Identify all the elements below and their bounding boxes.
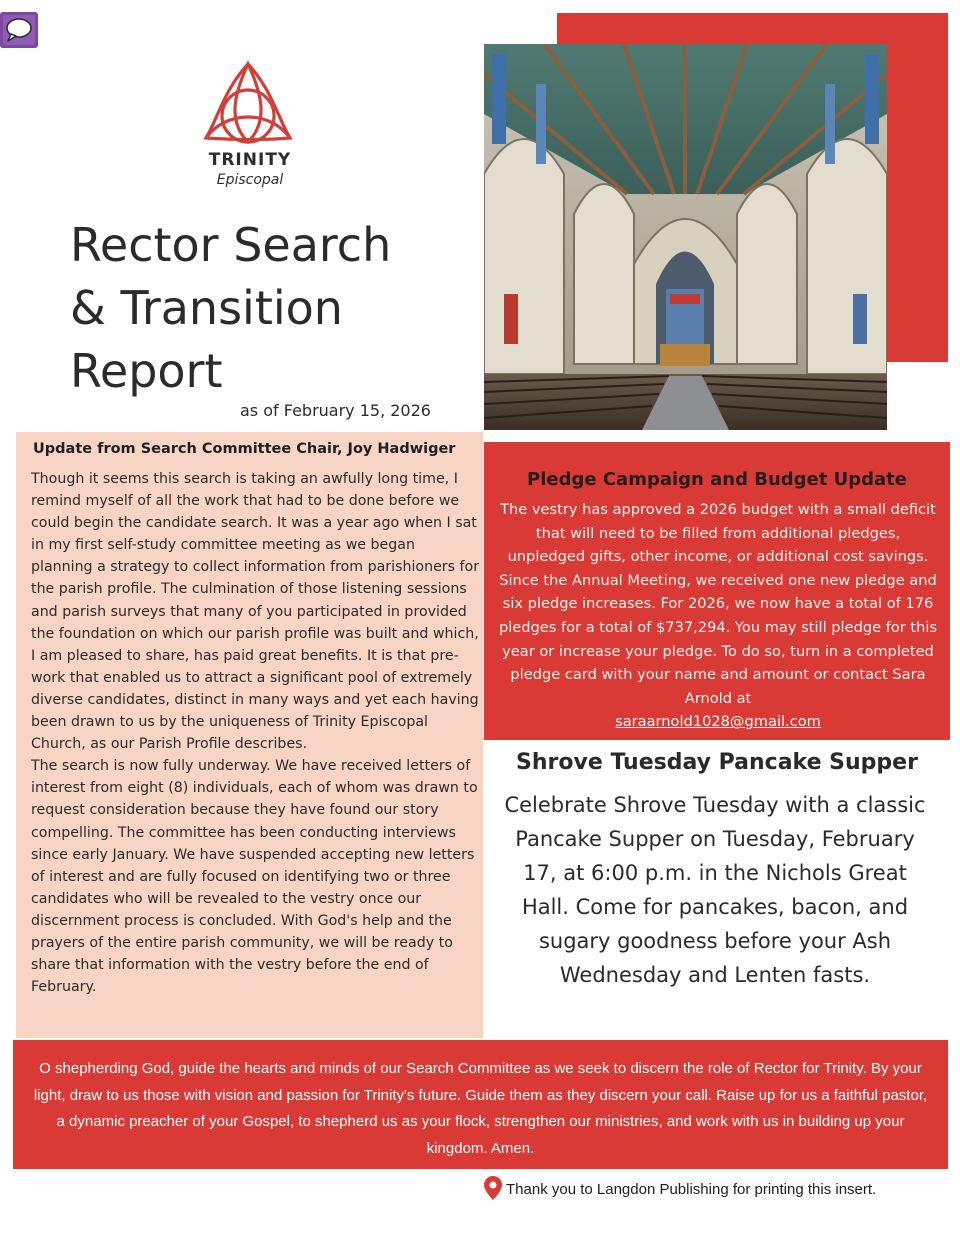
search-update-heading: Update from Search Committee Chair, Joy Hadwiger bbox=[33, 441, 456, 457]
logo-subtitle: Episcopal bbox=[216, 172, 284, 188]
pledge-heading: Pledge Campaign and Budget Update bbox=[527, 469, 907, 490]
title-line-1: Rector Search bbox=[70, 218, 392, 272]
search-update-body bbox=[31, 468, 481, 998]
page-title bbox=[70, 214, 470, 403]
pledge-email-link[interactable]: saraarnold1028@gmail.com bbox=[615, 713, 821, 731]
prayer-panel bbox=[13, 1040, 948, 1169]
search-update-panel bbox=[16, 432, 483, 1038]
title-line-2: & Transition bbox=[70, 281, 343, 335]
footer bbox=[484, 1176, 954, 1202]
pledge-body bbox=[496, 498, 940, 734]
search-update-paragraph: Though it seems this search is taking an awfully long time, I remind myself of all the work that had to be done before we could begin the candidate search. It was a year ago when I sat in my first self-study committee meeting as we began planning a strategy to collect information from parishioners for the parish profile. The culmination of those listening sessions and parish surveys that many of you participated in provided the foundation on which our parish profile was built and which, I am pleased to share, has paid great benefits. It is that pre-work that enabled us to attract a significant pool of extremely diverse candidates, distinct in many ways and yet each having been drawn to us by the uniqueness of Trinity Episcopal Church, as our Parish Profile describes. bbox=[31, 471, 480, 753]
footer-text: Thank you to Langdon Publishing for printing this insert. bbox=[506, 1181, 877, 1198]
shrove-heading: Shrove Tuesday Pancake Supper bbox=[516, 750, 918, 775]
triquetra-icon bbox=[196, 60, 300, 148]
church-interior-photo bbox=[484, 44, 887, 430]
pledge-text: The vestry has approved a 2026 budget with a small deficit that will need to be filled from additional pledges, unpledged gifts, other income, or additional cost savings. Since the Annual Meeting, we received one new pledge and six pledge increases. For 2026, we now have a total of 176 pledges for a total of $737,294. You may still pledge for this year or increase your pledge. To do so, turn in a completed pledge card with your name and amount or contact Sara Arnold at bbox=[498, 501, 938, 707]
logo-name: TRINITY bbox=[208, 150, 292, 170]
pledge-update-panel bbox=[484, 442, 950, 740]
as-of-date: as of February 15, 2026 bbox=[240, 401, 431, 420]
speech-bubble-icon[interactable] bbox=[0, 12, 38, 48]
prayer-text: O shepherding God, guide the hearts and minds of our Search Committee as we seek to discern the role of Rector for Trinity. By your light, draw to us those with vision and passion for Trinity's future. Guide them as they discern your call. Raise up for us a faithful pastor, a dynamic preacher of your Gospel, to shepherd us as your flock, strengthen our ministries, and work with us in building up your kingdom. Amen. bbox=[33, 1060, 928, 1157]
map-pin-icon bbox=[484, 1176, 502, 1200]
title-line-3: Report bbox=[70, 344, 223, 398]
shrove-body: Celebrate Shrove Tuesday with a classic Pancake Supper on Tuesday, February 17, at 6:00 p.m. in the Nichols Great Hall. Come for pancakes, bacon, and sugary goodness before your Ash Wednesday and Lenten fasts. bbox=[504, 793, 926, 987]
search-update-paragraph: The search is now fully underway. We have received letters of interest from eight (8) individuals, each of whom was drawn to request consideration because they have found our story compelling. The committee has been conducting interviews since early January. We have suspended accepting new letters of interest and are fully focused on identifying two or three candidates who will be revealed to the vestry once our discernment process is concluded. With God's help and the prayers of the entire parish community, we will be ready to share that information with the vestry before the end of February. bbox=[31, 758, 478, 996]
